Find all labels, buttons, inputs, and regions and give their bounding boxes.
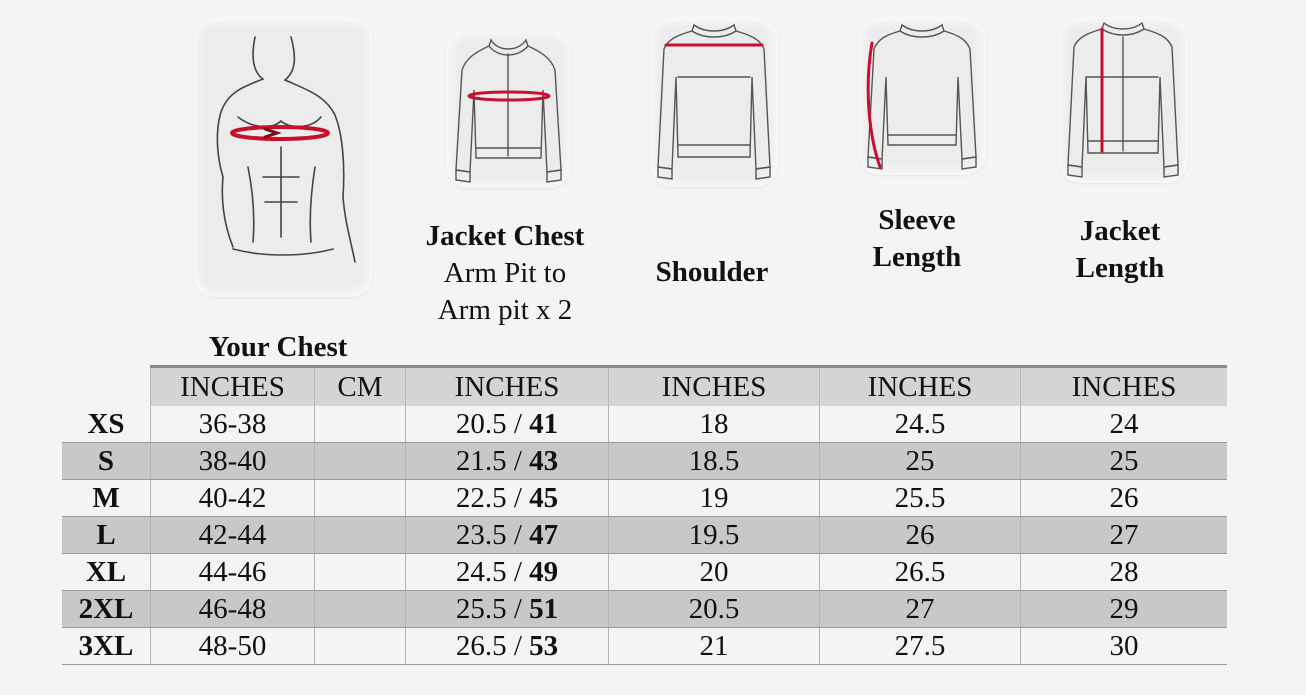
jacket-chest-cell bbox=[406, 517, 609, 554]
shoulder-cell: 21 bbox=[609, 628, 820, 665]
jacket-chest-illustration bbox=[446, 30, 571, 188]
length-cell: 25 bbox=[1021, 443, 1228, 480]
sleeve-heading-line1: Sleeve bbox=[878, 204, 956, 236]
size-cell: XS bbox=[62, 406, 151, 443]
chest-cm-cell bbox=[315, 554, 406, 591]
jacket-chest-full: 53 bbox=[529, 629, 559, 662]
table-row bbox=[62, 628, 1227, 665]
shoulder-cell: 20.5 bbox=[609, 591, 820, 628]
chest-cm-cell bbox=[315, 591, 406, 628]
jacket-chest-subtitle-1: Arm Pit to bbox=[443, 257, 567, 289]
jacket-chest-half: 24.5 / bbox=[455, 555, 530, 588]
shoulder-cell: 19 bbox=[609, 480, 820, 517]
shoulder-cell: 18.5 bbox=[609, 443, 820, 480]
size-column-header bbox=[62, 367, 151, 407]
length-cell: 26 bbox=[1021, 480, 1228, 517]
sleeve-cell: 27 bbox=[820, 591, 1021, 628]
jacket-chest-cell bbox=[406, 591, 609, 628]
your-chest-heading: Your Chest bbox=[208, 331, 348, 363]
size-cell: 2XL bbox=[62, 591, 151, 628]
table-header-row bbox=[62, 367, 1227, 407]
length-cell: 24 bbox=[1021, 406, 1228, 443]
chest-inches-header: INCHES bbox=[151, 367, 315, 407]
jacket-chest-half: 22.5 / bbox=[455, 481, 530, 514]
shoulder-cell: 20 bbox=[609, 554, 820, 591]
sleeve-heading-line2: Length bbox=[872, 241, 962, 273]
shoulder-heading: Shoulder bbox=[655, 256, 769, 288]
sleeve-cell: 25 bbox=[820, 443, 1021, 480]
jacket-length-heading bbox=[1020, 213, 1220, 287]
jacket-chest-full: 51 bbox=[529, 592, 559, 625]
size-chart-table bbox=[62, 365, 1227, 665]
jacket-chest-half: 23.5 / bbox=[455, 518, 530, 551]
sleeve-inches-header: INCHES bbox=[820, 367, 1021, 407]
sleeve-cell: 25.5 bbox=[820, 480, 1021, 517]
jacket-chest-cell bbox=[406, 443, 609, 480]
jacket-chest-cell bbox=[406, 554, 609, 591]
chest-inches-cell: 48-50 bbox=[151, 628, 315, 665]
sleeve-cell: 26 bbox=[820, 517, 1021, 554]
chest-cm-cell bbox=[315, 480, 406, 517]
shoulder-cell: 19.5 bbox=[609, 517, 820, 554]
chest-cm-cell bbox=[315, 517, 406, 554]
jacket-chest-half: 21.5 / bbox=[455, 444, 530, 477]
shoulder-inches-header: INCHES bbox=[609, 367, 820, 407]
jacket-length-heading-line1: Jacket bbox=[1079, 215, 1161, 247]
table-row bbox=[62, 480, 1227, 517]
jacket-length-illustration bbox=[1058, 17, 1188, 183]
jacket-chest-full: 45 bbox=[529, 481, 559, 514]
jacket-chest-heading bbox=[405, 218, 605, 329]
size-cell: 3XL bbox=[62, 628, 151, 665]
table-row bbox=[62, 554, 1227, 591]
chest-inches-cell: 44-46 bbox=[151, 554, 315, 591]
jacket-shoulder-illustration bbox=[650, 17, 778, 187]
length-inches-header: INCHES bbox=[1021, 367, 1228, 407]
chest-cm-cell bbox=[315, 628, 406, 665]
chest-inches-cell: 42-44 bbox=[151, 517, 315, 554]
jacket-chest-half: 25.5 / bbox=[455, 592, 530, 625]
jacket-chest-title: Jacket Chest bbox=[425, 220, 585, 252]
jacket-chest-subtitle-2: Arm pit x 2 bbox=[437, 294, 573, 326]
table-row bbox=[62, 517, 1227, 554]
jacket-sleeve-illustration bbox=[858, 17, 986, 175]
length-cell: 28 bbox=[1021, 554, 1228, 591]
jacket-chest-half: 26.5 / bbox=[455, 629, 530, 662]
sleeve-cell: 27.5 bbox=[820, 628, 1021, 665]
sleeve-cell: 26.5 bbox=[820, 554, 1021, 591]
sleeve-length-heading bbox=[817, 202, 1017, 276]
jacket-chest-cell bbox=[406, 480, 609, 517]
jacket-chest-cell bbox=[406, 406, 609, 443]
jacket-length-heading-line2: Length bbox=[1075, 252, 1165, 284]
chest-inches-cell: 36-38 bbox=[151, 406, 315, 443]
size-cell: XL bbox=[62, 554, 151, 591]
jacket-chest-cell bbox=[406, 628, 609, 665]
jacket-chest-half: 20.5 / bbox=[455, 407, 530, 440]
torso-chest-illustration bbox=[193, 17, 373, 297]
size-cell: L bbox=[62, 517, 151, 554]
chest-inches-cell: 46-48 bbox=[151, 591, 315, 628]
length-cell: 30 bbox=[1021, 628, 1228, 665]
jacket-chest-full: 41 bbox=[529, 407, 559, 440]
jacket-chest-full: 43 bbox=[529, 444, 559, 477]
length-cell: 29 bbox=[1021, 591, 1228, 628]
table-row bbox=[62, 591, 1227, 628]
length-cell: 27 bbox=[1021, 517, 1228, 554]
table-row bbox=[62, 406, 1227, 443]
chest-inches-cell: 38-40 bbox=[151, 443, 315, 480]
chest-cm-cell bbox=[315, 406, 406, 443]
jacket-chest-full: 47 bbox=[529, 518, 559, 551]
shoulder-cell: 18 bbox=[609, 406, 820, 443]
size-cell: M bbox=[62, 480, 151, 517]
size-cell: S bbox=[62, 443, 151, 480]
chest-cm-cell bbox=[315, 443, 406, 480]
chest-inches-cell: 40-42 bbox=[151, 480, 315, 517]
jacket-chest-full: 49 bbox=[529, 555, 559, 588]
sleeve-cell: 24.5 bbox=[820, 406, 1021, 443]
jacket-chest-inches-header: INCHES bbox=[406, 367, 609, 407]
table-row bbox=[62, 443, 1227, 480]
chest-cm-header: CM bbox=[315, 367, 406, 407]
